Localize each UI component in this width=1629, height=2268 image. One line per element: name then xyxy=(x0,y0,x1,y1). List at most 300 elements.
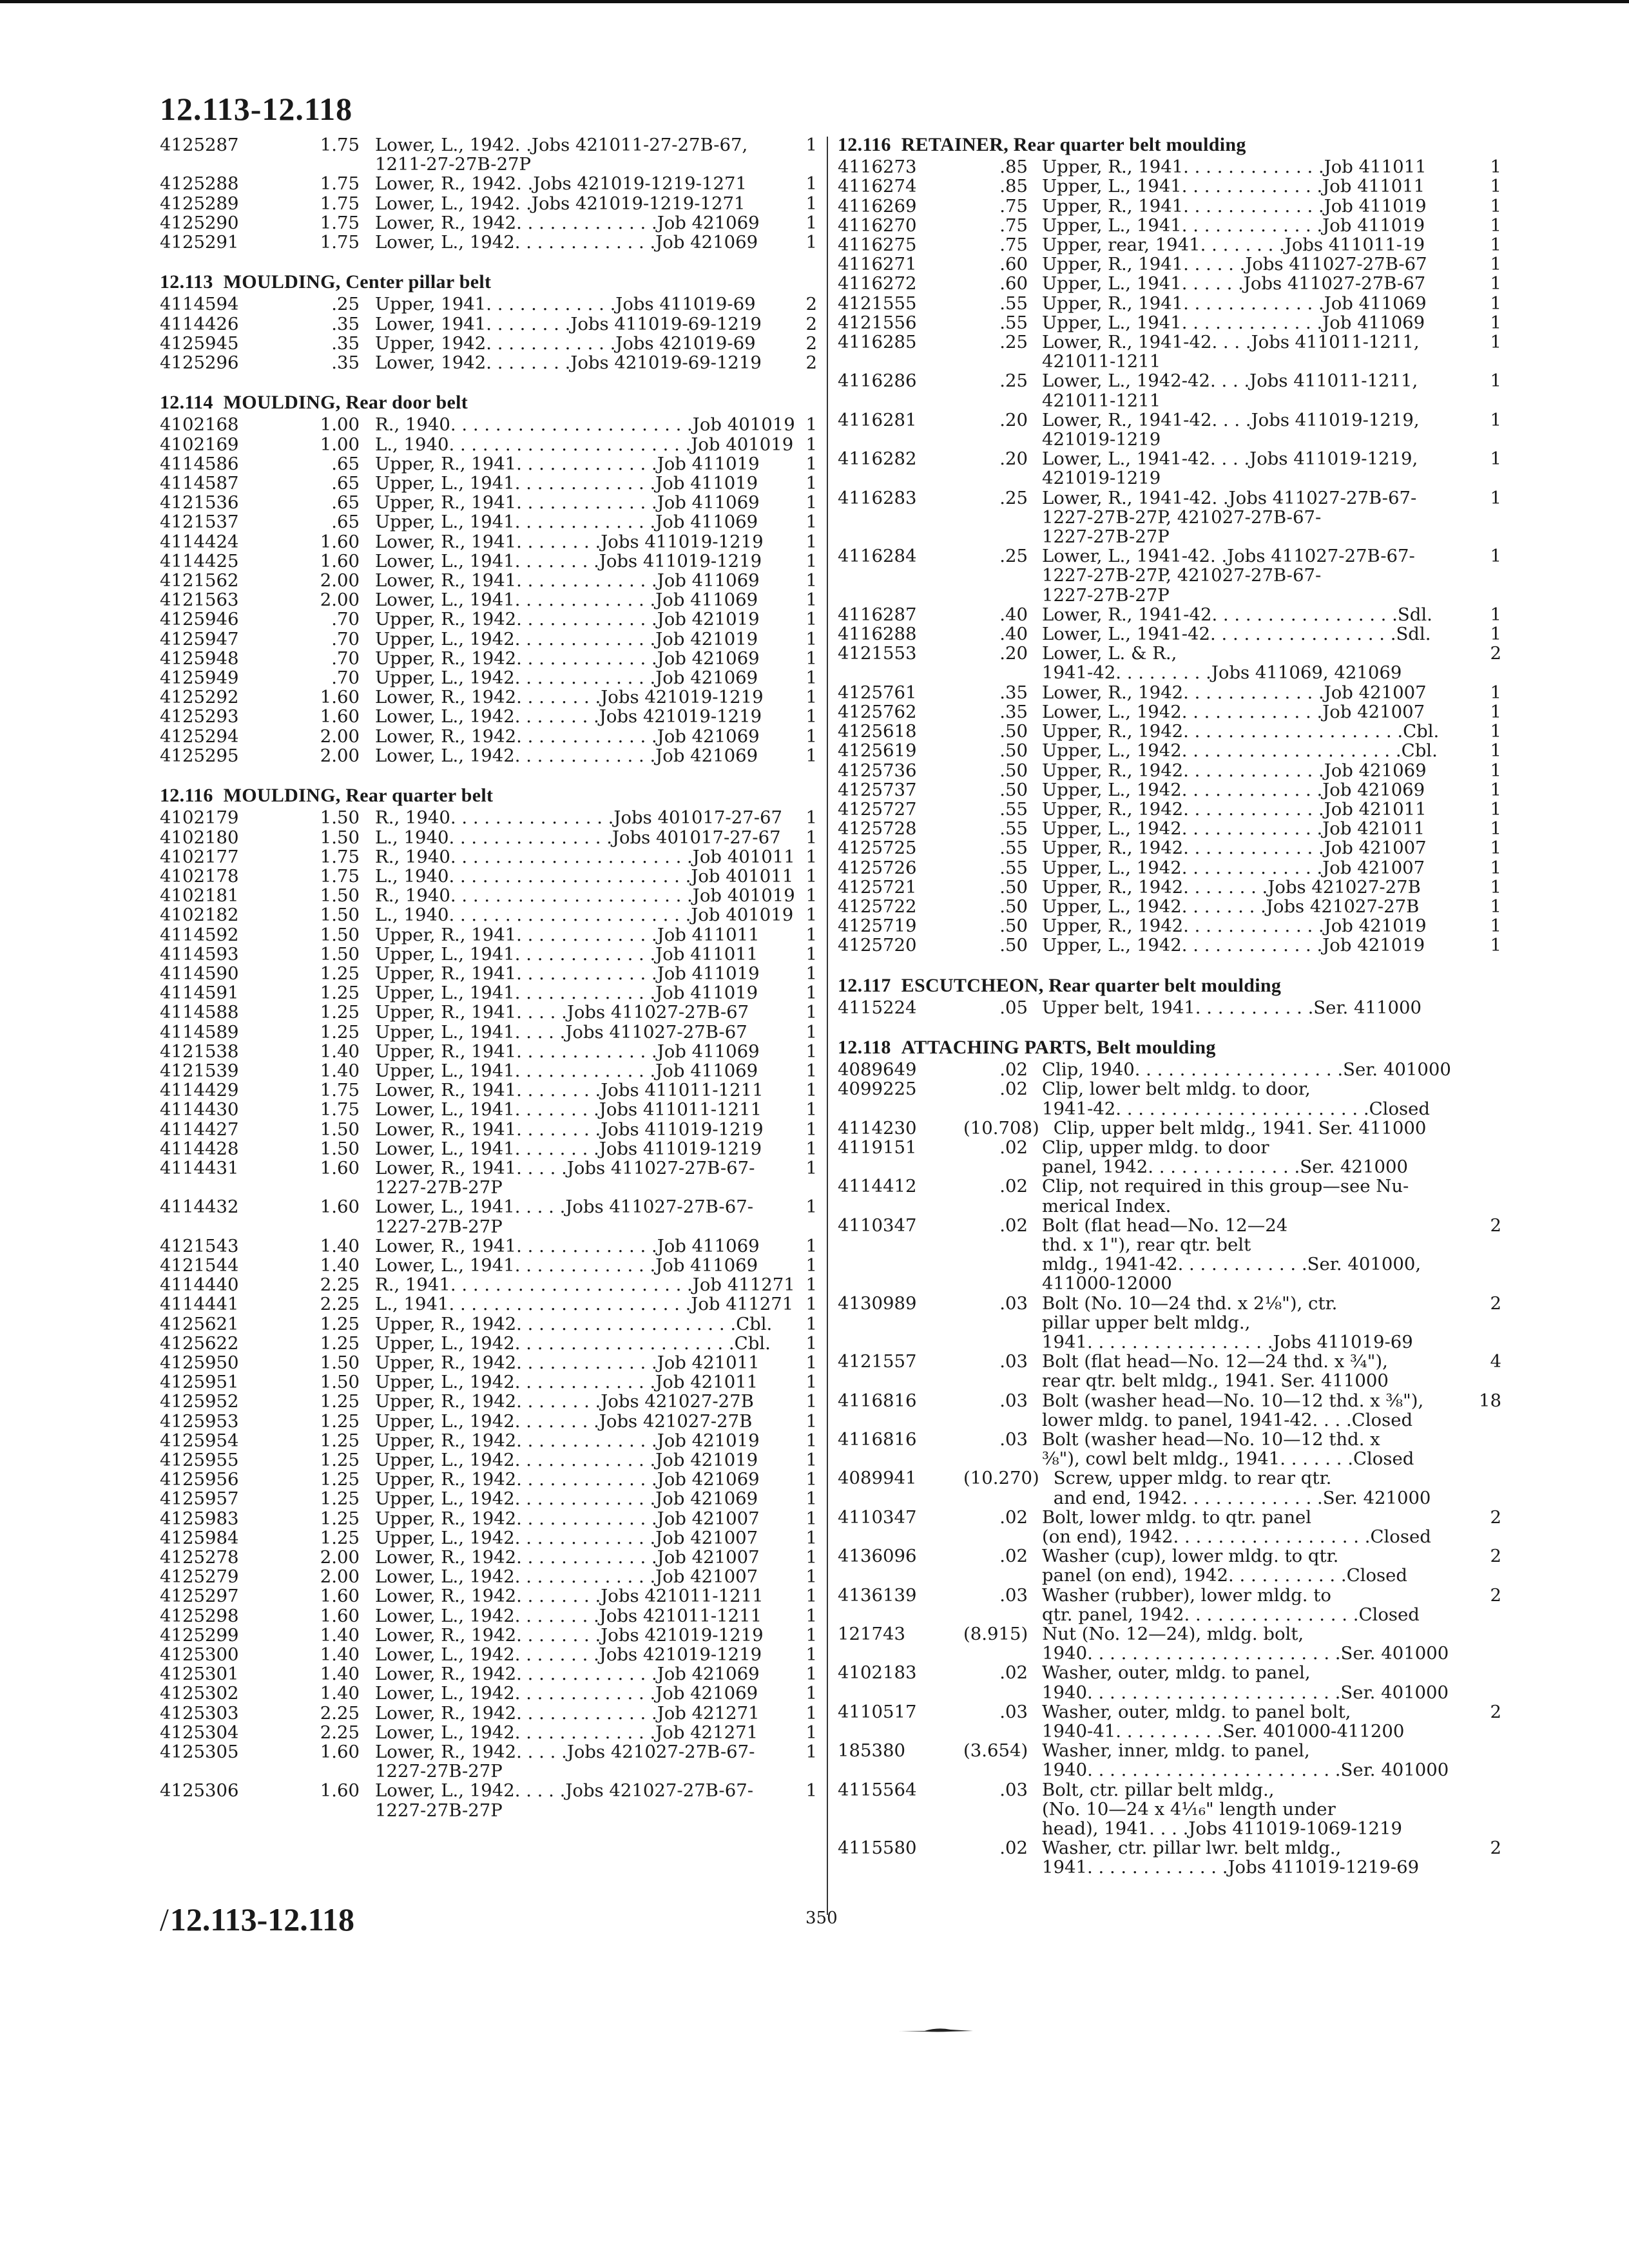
part-description: Upper, L., 1942. . . . . . . .Jobs 421027-27B xyxy=(1042,896,1420,917)
part-description: Upper, L., 1941. . . . . . . . . . . . .Job 411069 xyxy=(375,512,758,533)
part-price: 1.50 xyxy=(320,943,360,965)
part-number: 4125292 xyxy=(160,687,239,708)
part-price: .02 xyxy=(999,1079,1028,1100)
part-price: .55 xyxy=(999,838,1028,859)
part-number: 4121562 xyxy=(160,570,239,591)
part-quantity: 1 xyxy=(805,1722,817,1743)
part-row xyxy=(160,925,817,945)
part-price: .55 xyxy=(999,798,1028,820)
part-description: Bolt, lower mldg. to qtr. panel (on end), 1942. . . . . . . . . . . . . . . . . .Closed xyxy=(1042,1506,1431,1548)
part-quantity: 2 xyxy=(805,332,817,354)
part-price: .02 xyxy=(999,1546,1028,1567)
part-quantity: 1 xyxy=(1490,409,1501,430)
part-description: Bolt (flat head—No. 12—24 thd. x ¾"), rear qtr. belt mldg., 1941. Ser. 411000 xyxy=(1042,1351,1389,1392)
part-number: 4114412 xyxy=(838,1176,917,1197)
part-description: Upper, L., 1942. . . . . . . . . . . . .Job 421011 xyxy=(1042,818,1425,840)
part-number: 4125945 xyxy=(160,332,239,354)
part-row xyxy=(838,1216,1501,1294)
part-number: 4110517 xyxy=(838,1701,917,1722)
part-row xyxy=(160,532,817,552)
part-number: 4121557 xyxy=(838,1351,917,1372)
part-number: 4116285 xyxy=(838,332,917,353)
part-quantity: 1 xyxy=(1490,624,1501,645)
part-price: .55 xyxy=(999,818,1028,840)
part-row xyxy=(838,858,1501,878)
page-footer xyxy=(160,1901,354,1938)
part-price: 1.75 xyxy=(320,1080,360,1101)
part-row xyxy=(838,897,1501,916)
part-price: 1.25 xyxy=(320,1002,360,1023)
part-number: 4125278 xyxy=(160,1547,239,1568)
section-title: MOULDING, Rear quarter belt xyxy=(223,785,494,807)
part-number: 4125279 xyxy=(160,1566,239,1588)
part-row xyxy=(838,1663,1501,1702)
part-number: 4125288 xyxy=(160,173,239,195)
part-row xyxy=(160,983,817,1003)
part-number: 4116287 xyxy=(838,604,917,625)
part-number: 4125291 xyxy=(160,232,239,253)
part-description: Upper, R., 1942. . . . . . . . . . . . .Job 421007 xyxy=(375,1508,760,1529)
part-description: Upper, L., 1942. . . . . . . . . . . . .Job 421019 xyxy=(375,1450,758,1470)
part-quantity: 1 xyxy=(1490,215,1501,236)
part-row xyxy=(838,1468,1501,1507)
part-description: Lower, L., 1942. . . . . . . . . . . . .Job 421069 xyxy=(375,745,758,766)
part-description: L., 1940. . . . . . . . . . . . . . . . . . . . . .Job 401011 xyxy=(375,865,794,887)
part-row xyxy=(160,174,817,193)
part-number: 4102180 xyxy=(160,827,239,848)
part-number: 4114590 xyxy=(160,963,239,984)
section-code: 12.117 xyxy=(838,974,891,996)
part-row xyxy=(160,867,817,886)
part-price: (10.270) xyxy=(963,1468,1039,1489)
part-price: 2.00 xyxy=(320,745,360,766)
part-description: Washer, ctr. pillar lwr. belt mldg., 1941. . . . . . . . . . . . .Jobs 411019-1219-69 xyxy=(1042,1838,1420,1878)
part-row xyxy=(160,571,817,590)
part-row xyxy=(160,727,817,746)
part-row xyxy=(838,488,1501,547)
part-quantity: 1 xyxy=(805,905,817,926)
part-row xyxy=(160,649,817,668)
part-row xyxy=(838,605,1501,624)
part-row xyxy=(838,644,1501,682)
part-quantity: 1 xyxy=(805,1041,817,1062)
part-quantity: 1 xyxy=(805,1119,817,1140)
part-quantity: 1 xyxy=(805,1313,817,1334)
part-number: 121743 xyxy=(838,1624,905,1645)
part-quantity: 1 xyxy=(805,1644,817,1666)
part-quantity: 1 xyxy=(805,473,817,494)
part-quantity: 2 xyxy=(1490,1506,1501,1528)
part-description: Lower, R., 1941-42. . . . . . . . . . . . . . . . .Sdl. xyxy=(1042,604,1432,625)
part-quantity: 1 xyxy=(805,1624,817,1646)
part-description: Lower, 1942. . . . . . . .Jobs 421019-69-1219 xyxy=(375,352,762,374)
part-price: .55 xyxy=(999,293,1028,314)
part-description: Upper, L., 1941. . . . . . . . . . . . .Job 411019 xyxy=(375,473,758,494)
part-quantity: 1 xyxy=(805,648,817,669)
part-description: Upper, 1942. . . . . . . . . . . .Jobs 421019-69 xyxy=(375,332,756,354)
part-row xyxy=(838,1079,1501,1118)
part-description: Upper, R., 1941. . . . . .Jobs 411027-27B-67 xyxy=(1042,254,1427,275)
part-row xyxy=(160,945,817,964)
part-description: Upper, L., 1941. . . . .Jobs 411027-27B-67 xyxy=(375,1021,747,1043)
part-description: Upper, L., 1942. . . . . . . . . . . . .Job 421069 xyxy=(375,1488,758,1510)
part-number: 4125727 xyxy=(838,798,917,820)
part-price: 1.25 xyxy=(320,1021,360,1043)
part-row xyxy=(838,998,1501,1017)
part-price: .20 xyxy=(999,409,1028,430)
part-price: 1.50 xyxy=(320,1119,360,1140)
part-quantity: 1 xyxy=(805,687,817,708)
part-price: .02 xyxy=(999,1176,1028,1197)
part-number: 4125947 xyxy=(160,628,239,649)
part-number: 4125946 xyxy=(160,609,239,630)
part-quantity: 1 xyxy=(805,1683,817,1704)
part-price: 1.25 xyxy=(320,1527,360,1548)
part-description: Upper, R., 1942. . . . . . . . . . . . .Job 421069 xyxy=(375,1469,760,1490)
part-number: 4114426 xyxy=(160,313,239,334)
part-number: 4114440 xyxy=(160,1274,239,1296)
part-quantity: 1 xyxy=(805,1254,817,1276)
part-quantity: 1 xyxy=(805,1508,817,1529)
part-price: 1.25 xyxy=(320,1313,360,1334)
part-row xyxy=(160,847,817,867)
section-code: 12.116 xyxy=(160,785,213,807)
part-row xyxy=(838,878,1501,897)
part-row xyxy=(838,1138,1501,1177)
part-description: Lower, R., 1942. . . . . . . . . . . . .Job 421069 xyxy=(375,726,760,747)
part-row xyxy=(160,1606,817,1626)
part-description: L., 1941. . . . . . . . . . . . . . . . . . . . . .Job 411271 xyxy=(375,1294,794,1315)
part-row xyxy=(838,1352,1501,1390)
part-quantity: 2 xyxy=(1490,643,1501,664)
part-price: (3.654) xyxy=(963,1740,1028,1762)
part-quantity: 1 xyxy=(805,846,817,867)
part-description: R., 1940. . . . . . . . . . . . . . . . . . . . . .Job 401019 xyxy=(375,414,795,436)
part-price: 1.60 xyxy=(320,1586,360,1607)
part-price: 1.40 xyxy=(320,1683,360,1704)
part-row xyxy=(838,1702,1501,1741)
part-price: 1.50 xyxy=(320,905,360,926)
part-number: 4121544 xyxy=(160,1254,239,1276)
part-number: 4125296 xyxy=(160,352,239,374)
part-number: 4136139 xyxy=(838,1584,917,1606)
part-price: .35 xyxy=(999,701,1028,722)
part-price: 2.00 xyxy=(320,1547,360,1568)
part-quantity: 1 xyxy=(1490,682,1501,703)
part-description: Lower, R., 1942. . . . . . . .Jobs 421019-1219 xyxy=(375,1624,764,1646)
part-quantity: 1 xyxy=(1490,332,1501,353)
part-price: .50 xyxy=(999,935,1028,956)
section-heading xyxy=(160,273,817,292)
part-number: 4125728 xyxy=(838,818,917,840)
part-number: 4114424 xyxy=(160,531,239,552)
part-description: Upper, R., 1942. . . . . . . .Jobs 421027-27B xyxy=(375,1391,754,1412)
part-number: 4125983 xyxy=(160,1508,239,1529)
part-description: Lower, R., 1941. . . . . . . .Jobs 411019-1219 xyxy=(375,531,764,552)
part-row xyxy=(838,449,1501,488)
part-row xyxy=(838,274,1501,293)
part-description: Lower, L. & R., 1941-42. . . . . . . . .Jobs 411069, 421069 xyxy=(1042,643,1402,684)
part-description: Lower, L., 1942. . . . . . . . . . . . .Job 421007 xyxy=(375,1566,758,1588)
part-description: Lower, R., 1941. . . . . . . . . . . . .Job 411069 xyxy=(375,1235,760,1256)
part-description: Upper, R., 1942. . . . . . . . . . . . .Job 421007 xyxy=(1042,838,1427,859)
part-row xyxy=(160,1334,817,1353)
part-description: Upper, R., 1942. . . . . . . . . . . . .Job 421019 xyxy=(375,1430,760,1451)
part-quantity: 1 xyxy=(1490,701,1501,722)
part-description: Lower, L., 1942. . . . . . . . . . . . .Job 421271 xyxy=(375,1722,758,1743)
part-price: .65 xyxy=(331,512,360,533)
part-description: L., 1940. . . . . . . . . . . . . . .Jobs 401017-27-67 xyxy=(375,827,781,848)
part-row xyxy=(838,702,1501,722)
part-number: 4125298 xyxy=(160,1605,239,1626)
part-quantity: 1 xyxy=(1490,157,1501,178)
part-number: 4116816 xyxy=(838,1390,917,1411)
part-number: 4116282 xyxy=(838,448,917,470)
part-number: 4125619 xyxy=(838,740,917,762)
part-description: Upper, R., 1941. . . . . . . . . . . . .Job 411069 xyxy=(1042,293,1427,314)
part-row xyxy=(160,294,817,314)
part-row xyxy=(160,1158,817,1197)
part-row xyxy=(838,761,1501,780)
part-quantity: 1 xyxy=(1490,876,1501,898)
part-quantity: 2 xyxy=(1490,1546,1501,1567)
part-price: .25 xyxy=(999,546,1028,567)
part-description: Lower, L., 1942. .Jobs 421019-1219-1271 xyxy=(375,193,746,214)
part-price: 1.25 xyxy=(320,1469,360,1490)
part-description: Lower, L., 1942. . . . . . . .Jobs 421019-1219 xyxy=(375,706,762,727)
part-description: Upper, L., 1942. . . . . . . . . . . . .Job 421011 xyxy=(375,1372,758,1393)
part-price: .02 xyxy=(999,1506,1028,1528)
part-row xyxy=(838,216,1501,235)
part-description: Upper, L., 1941. . . . . . . . . . . . .Job 411069 xyxy=(1042,312,1425,333)
part-number: 4125306 xyxy=(160,1780,239,1802)
part-number: 4089941 xyxy=(838,1468,917,1489)
part-number: 4125299 xyxy=(160,1624,239,1646)
part-price: .50 xyxy=(999,916,1028,937)
page-header: 12.113-12.118 xyxy=(160,91,353,127)
part-price: 1.75 xyxy=(320,232,360,253)
part-quantity: 1 xyxy=(805,193,817,214)
part-row xyxy=(838,1508,1501,1546)
part-quantity: 1 xyxy=(805,827,817,848)
part-row xyxy=(838,819,1501,838)
part-row xyxy=(838,410,1501,449)
part-quantity: 1 xyxy=(805,1586,817,1607)
part-number: 4125761 xyxy=(838,682,917,703)
section-title: ATTACHING PARTS, Belt moulding xyxy=(901,1036,1216,1058)
part-row xyxy=(838,838,1501,858)
part-quantity: 1 xyxy=(805,1372,817,1393)
part-description: Lower, R., 1941. . . . . . . .Jobs 411011-1211 xyxy=(375,1080,764,1101)
part-number: 4125618 xyxy=(838,721,917,742)
part-number: 4114588 xyxy=(160,1002,239,1023)
part-row xyxy=(838,177,1501,196)
part-description: Screw, upper mldg. to rear qtr. and end, 1942. . . . . . . . . . . . .Ser. 421000 xyxy=(1053,1468,1431,1508)
part-price: 1.75 xyxy=(320,1099,360,1120)
part-number: 4125290 xyxy=(160,212,239,233)
part-price: .75 xyxy=(999,235,1028,256)
part-row xyxy=(838,1060,1501,1079)
part-quantity: 1 xyxy=(805,1138,817,1159)
part-description: Lower, 1941. . . . . . . .Jobs 411019-69-1219 xyxy=(375,313,762,334)
part-row xyxy=(838,255,1501,274)
part-description: Clip, upper belt mldg., 1941. Ser. 411000 xyxy=(1053,1117,1427,1139)
section-heading xyxy=(838,976,1501,995)
part-number: 4125293 xyxy=(160,706,239,727)
part-number: 4125304 xyxy=(160,1722,239,1743)
part-number: 4116272 xyxy=(838,273,917,294)
part-price: 1.60 xyxy=(320,687,360,708)
part-description: Upper, R., 1942. . . . . . . . . . . . . . . . . . . .Cbl. xyxy=(375,1313,773,1334)
part-quantity: 1 xyxy=(805,135,817,155)
part-number: 4121539 xyxy=(160,1060,239,1081)
part-price: .35 xyxy=(331,313,360,334)
part-row xyxy=(160,1294,817,1314)
part-number: 4114587 xyxy=(160,473,239,494)
section-title: MOULDING, Center pillar belt xyxy=(223,271,492,293)
part-number: 4125302 xyxy=(160,1683,239,1704)
part-row xyxy=(160,1567,817,1586)
part-row xyxy=(160,1353,817,1372)
part-price: 1.50 xyxy=(320,1138,360,1159)
part-quantity: 1 xyxy=(1490,604,1501,625)
part-quantity: 1 xyxy=(805,1664,817,1685)
part-price: 1.50 xyxy=(320,827,360,848)
part-description: Lower, L., 1941. . . . . . . . . . . . .Job 411069 xyxy=(375,590,758,611)
part-row xyxy=(160,808,817,827)
part-number: 4116275 xyxy=(838,235,917,256)
part-row xyxy=(160,1003,817,1022)
part-quantity: 18 xyxy=(1479,1390,1501,1411)
part-quantity: 1 xyxy=(1490,896,1501,917)
part-quantity: 1 xyxy=(1490,857,1501,878)
part-description: R., 1940. . . . . . . . . . . . . . . . . . . . . .Job 401019 xyxy=(375,885,795,907)
part-quantity: 1 xyxy=(1490,370,1501,392)
part-price: 1.60 xyxy=(320,1780,360,1802)
part-number: 4102181 xyxy=(160,885,239,907)
section-title: RETAINER, Rear quarter belt moulding xyxy=(901,134,1246,155)
part-description: Lower, R., 1942. . . . .Jobs 421027-27B-67- 1227-27B-27P xyxy=(375,1742,755,1782)
part-quantity: 1 xyxy=(805,1410,817,1432)
footer-title: 12.113-12.118 xyxy=(169,1901,355,1937)
part-quantity: 1 xyxy=(805,173,817,195)
part-price: 1.60 xyxy=(320,1605,360,1626)
part-description: Upper, R., 1942. . . . . . . . . . . . .Job 421011 xyxy=(1042,798,1427,820)
part-quantity: 1 xyxy=(805,1080,817,1101)
part-price: 1.40 xyxy=(320,1664,360,1685)
part-number: 4115224 xyxy=(838,997,917,1018)
part-description: Upper, R., 1941. . . . .Jobs 411027-27B-67 xyxy=(375,1002,749,1023)
part-price: 1.40 xyxy=(320,1235,360,1256)
part-number: 4116269 xyxy=(838,195,917,216)
part-quantity: 1 xyxy=(1490,546,1501,567)
part-description: Washer (cup), lower mldg. to qtr. panel (on end), 1942. . . . . . . . . . .Closed xyxy=(1042,1546,1407,1586)
part-number: 4130989 xyxy=(838,1293,917,1314)
part-price: .50 xyxy=(999,896,1028,917)
part-description: Bolt (washer head—No. 10—12 thd. x ⅜"), lower mldg. to panel, 1941-42. . . .Closed xyxy=(1042,1390,1424,1430)
part-quantity: 1 xyxy=(805,1060,817,1081)
part-number: 4114431 xyxy=(160,1157,239,1178)
part-price: .70 xyxy=(331,648,360,669)
part-quantity: 1 xyxy=(805,1021,817,1043)
part-row xyxy=(160,1275,817,1294)
part-description: Lower, R., 1942. . . . . . . . . . . . .Job 421069 xyxy=(375,212,760,233)
part-number: 4102169 xyxy=(160,434,239,455)
part-quantity: 1 xyxy=(805,1196,817,1218)
part-quantity: 1 xyxy=(1490,195,1501,216)
right-column xyxy=(838,135,1501,1878)
part-quantity: 2 xyxy=(1490,1584,1501,1606)
part-price: .65 xyxy=(331,473,360,494)
part-price: 1.60 xyxy=(320,1196,360,1218)
part-quantity: 1 xyxy=(805,1469,817,1490)
part-row xyxy=(838,197,1501,216)
part-row xyxy=(160,1372,817,1392)
part-quantity: 1 xyxy=(805,865,817,887)
part-price: .03 xyxy=(999,1779,1028,1800)
part-price: .02 xyxy=(999,1059,1028,1081)
part-quantity: 1 xyxy=(805,590,817,611)
part-description: Lower, L., 1941. . . . . . . .Jobs 411011-1211 xyxy=(375,1099,762,1120)
part-price: 1.40 xyxy=(320,1624,360,1646)
part-description: Lower, L., 1942. .Jobs 421011-27-27B-67, 1211-27-27B-27P xyxy=(375,135,748,175)
part-price: 2.00 xyxy=(320,726,360,747)
part-price: 1.40 xyxy=(320,1041,360,1062)
part-description: Lower, L., 1941. . . . . . . . . . . . .Job 411069 xyxy=(375,1254,758,1276)
part-row xyxy=(838,780,1501,800)
printer-mark-icon xyxy=(899,2027,973,2032)
part-description: Upper, R., 1942. . . . . . . . . . . . . . . . . . . .Cbl. xyxy=(1042,721,1440,742)
section-title: ESCUTCHEON, Rear quarter belt moulding xyxy=(901,974,1282,996)
part-quantity: 1 xyxy=(805,1430,817,1451)
part-description: Upper, R., 1942. . . . . . . .Jobs 421027-27B xyxy=(1042,876,1421,898)
part-number: 4125762 xyxy=(838,701,917,722)
part-quantity: 1 xyxy=(805,232,817,253)
part-description: Upper, R., 1941. . . . . . . . . . . . .Job 411069 xyxy=(375,1041,760,1062)
part-row xyxy=(160,1061,817,1081)
part-quantity: 1 xyxy=(805,1450,817,1470)
part-description: R., 1940. . . . . . . . . . . . . . .Jobs 401017-27-67 xyxy=(375,807,783,829)
part-number: 4116284 xyxy=(838,546,917,567)
part-quantity: 2 xyxy=(1490,1701,1501,1722)
part-description: Upper, 1941. . . . . . . . . . . .Jobs 411019-69 xyxy=(375,294,756,315)
part-price: .25 xyxy=(331,294,360,315)
part-row xyxy=(160,1081,817,1100)
part-description: Lower, R., 1941. . . . .Jobs 411027-27B-67- 1227-27B-27P xyxy=(375,1157,755,1198)
part-description: Clip, 1940. . . . . . . . . . . . . . . . . . .Ser. 401000 xyxy=(1042,1059,1451,1081)
part-description: Lower, R., 1941. . . . . . . . . . . . .Job 411069 xyxy=(375,570,760,591)
part-price: 1.25 xyxy=(320,1391,360,1412)
part-row xyxy=(838,294,1501,313)
part-description: Lower, R., 1942. . . . . . . . . . . . .Job 421271 xyxy=(375,1702,760,1724)
part-price: .02 xyxy=(999,1215,1028,1236)
part-number: 4121556 xyxy=(838,312,917,333)
part-row xyxy=(160,454,817,474)
part-row xyxy=(838,157,1501,177)
part-description: Clip, lower belt mldg. to door, 1941-42. . . . . . . . . . . . . . . . . . . . . . .Closed xyxy=(1042,1079,1431,1119)
part-description: Upper, R., 1942. . . . . . . . . . . . .Job 421069 xyxy=(1042,760,1427,781)
part-row xyxy=(160,1431,817,1450)
part-number: 4125948 xyxy=(160,648,239,669)
part-row xyxy=(838,1546,1501,1585)
part-row xyxy=(838,1119,1501,1138)
part-description: Upper belt, 1941. . . . . . . . . . .Ser. 411000 xyxy=(1042,997,1422,1018)
part-row xyxy=(160,353,817,372)
part-row xyxy=(160,135,817,174)
part-number: 4121563 xyxy=(160,590,239,611)
part-number: 4114594 xyxy=(160,294,239,315)
part-number: 4125736 xyxy=(838,760,917,781)
